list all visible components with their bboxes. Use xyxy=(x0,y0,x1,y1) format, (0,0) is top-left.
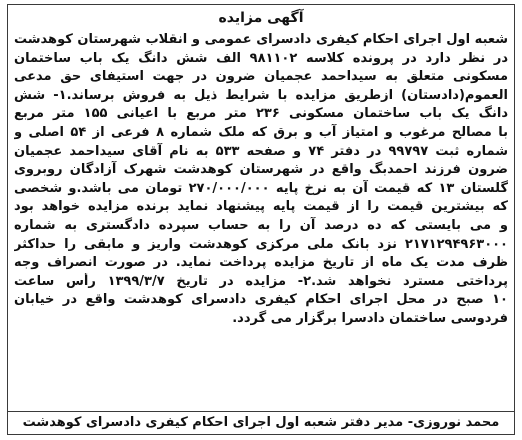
notice-line: پرداختی مسترد نخواهد شد.۲- مزایده در تاریخ ۱۳۹۹/۳/۷ رأس ساعت xyxy=(14,273,508,289)
notice-line: با مصالح مرغوب و امتیاز آب و برق که ملک شماره ۸ فرعی از ۵۴ اصلی و xyxy=(14,124,508,140)
notice-line: ضرون فرزند احمدبگ واقع در شهرستان کوهدشت شهرک آزادگان روبروی xyxy=(14,162,508,178)
notice-line: العموم(دادستان) ازطریق مزایده با شرایط ذیل به فروش برساند.۱- شش xyxy=(14,87,508,103)
notice-line: دانگ یک باب ساختمان مسکونی ۲۳۶ متر مربع با اعیانی ۱۵۵ متر مربع xyxy=(14,106,508,122)
notice-line: ۲۱۷۱۲۹۴۹۶۳۰۰۰ نزد بانک ملی مرکزی کوهدشت واریز و مابقی را حداکثر xyxy=(14,236,508,252)
notice-line: که بیشترین قیمت را از قیمت پایه پیشنهاد نماید برنده مزایده خواهد بود xyxy=(14,199,508,215)
notice-line: شماره ثبت ۹۹۷۹۷ در دفتر ۷۴ و صفحه ۵۳۳ به نام آقای سیداحمد عجمیان xyxy=(14,143,508,159)
notice-line: در نظر دارد در پرونده کلاسه ۹۸۱۱۰۲ الف شش دانگ یک باب ساختمان xyxy=(14,50,508,66)
notice-line: ظرف مدت یک ماه از تاریخ مزایده پرداخت نماید. در صورت انصراف وجه xyxy=(14,255,508,271)
notice-title: آگهی مزایده xyxy=(218,10,304,26)
notice-line: مسکونی متعلق به سیداحمد عجمیان ضرون در جهت استیفای حق مدعی xyxy=(14,69,508,85)
notice-line: شعبه اول اجرای احکام کیفری دادسرای عمومی و انقلاب شهرستان کوهدشت xyxy=(14,32,508,47)
notice-signature: محمد نوروزی- مدیر دفتر شعبه اول اجرای احکام کیفری دادسرای کوهدشت xyxy=(8,411,514,434)
notice-line: گلستان ۱۳ که قیمت آن به نرخ پایه ۲۷۰/۰۰۰/۰۰۰ تومان می باشد.و شخصی xyxy=(14,180,508,196)
notice-line: و می بایستی که ده درصد آن را به حساب سپرده دادگستری به شماره xyxy=(14,217,508,233)
notice-body xyxy=(14,31,508,329)
notice-line: فردوسی ساختمان دادسرا برگزار می گردد. xyxy=(232,310,508,326)
auction-notice xyxy=(7,4,515,435)
notice-line: ۱۰ صبح در محل اجرای احکام کیفری دادسرای کوهدشت واقع در خیابان xyxy=(14,292,508,308)
